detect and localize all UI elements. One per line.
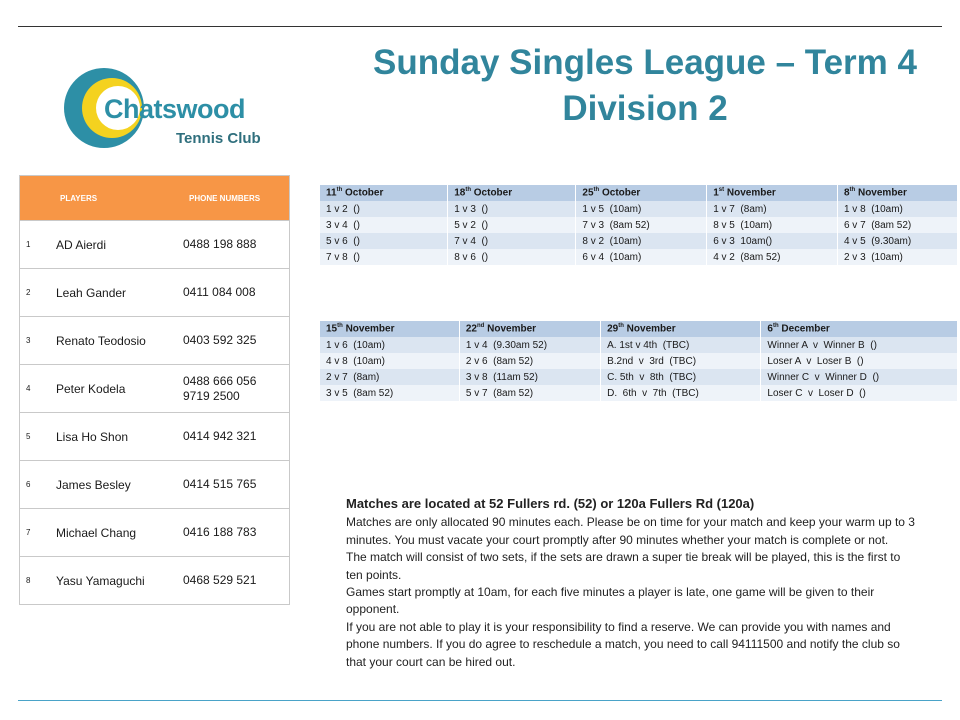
fixture-cell: 3 v 5 (8am 52) [320,385,459,401]
fixture-cell: 6 v 7 (8am 52) [837,217,957,233]
fixture-row [320,337,958,353]
fixture-cell: 3 v 8 (11am 52) [459,369,600,385]
round-date-header [448,185,576,201]
round-date-header [837,185,957,201]
round-date-header [761,321,958,337]
notes-paragraph: Games start promptly at 10am, for each five minutes a player is late, one game will be given to their opponent. [346,585,875,617]
fixture-row [320,201,958,217]
fixture-cell: 1 v 6 (10am) [320,337,459,353]
player-number: 2 [20,269,57,317]
player-name: Yasu Yamaguchi [56,557,180,605]
fixture-cell: 8 v 2 (10am) [576,233,707,249]
phone-number: 0416 188 783 [183,525,257,539]
fixture-cell: B.2nd v 3rd (TBC) [601,353,761,369]
title-line-1: Sunday Singles League – Term 4 [373,43,917,82]
player-row [20,221,290,269]
fixture-cell: 5 v 2 () [448,217,576,233]
fixture-cell: 7 v 8 () [320,249,448,265]
page-title [300,40,960,132]
phone-number: 0403 592 325 [183,333,257,347]
player-number: 6 [20,461,57,509]
date-month: November [623,323,676,335]
bottom-rule [18,700,942,701]
date-day: 18 [454,187,466,199]
schedule-table-november [320,321,958,401]
player-number: 1 [20,221,57,269]
notes-heading: Matches are located at 52 Fullers rd. (52) or 120a Fullers Rd (120a) [346,496,755,511]
phone-number: 0411 084 008 [183,285,256,299]
player-row [20,461,290,509]
player-phone [180,509,290,557]
notes-paragraph: Matches are only allocated 90 minutes each. Please be on time for your match and keep your warm up to 3 minutes. You must vacate your court promptly after 90 minutes whether your match is complete or not. [346,515,915,547]
date-month: December [778,323,830,335]
fixture-cell: 4 v 5 (9.30am) [837,233,957,249]
player-phone [180,413,290,461]
player-name: Renato Teodosio [56,317,180,365]
player-row [20,365,290,413]
player-name: Leah Gander [56,269,180,317]
date-day: 22 [465,323,477,335]
player-row [20,413,290,461]
fixture-row [320,385,958,401]
fixture-cell: 8 v 5 (10am) [707,217,838,233]
date-day: 15 [326,323,338,335]
round-date-header [320,185,448,201]
fixture-cell: 1 v 2 () [320,201,448,217]
fixture-cell: 6 v 4 (10am) [576,249,707,265]
fixture-cell: 7 v 4 () [448,233,576,249]
date-suffix: nd [477,323,485,330]
player-row [20,317,290,365]
fixture-cell: 2 v 3 (10am) [837,249,957,265]
fixture-cell: Winner A v Winner B () [761,337,958,353]
schedule-header-row [320,185,958,201]
date-day: 29 [607,323,619,335]
phone-number-alt: 9719 2500 [183,388,240,403]
fixture-cell: 5 v 6 () [320,233,448,249]
players-header-row [20,176,290,221]
phone-number: 0468 529 521 [183,573,257,587]
players-header: PLAYERS [20,176,181,221]
fixture-cell: A. 1st v 4th (TBC) [601,337,761,353]
fixture-row [320,353,958,369]
player-number: 8 [20,557,57,605]
fixture-cell: 4 v 8 (10am) [320,353,459,369]
date-day: 6 [767,323,773,335]
fixture-cell: 7 v 3 (8am 52) [576,217,707,233]
player-name: AD Aierdi [56,221,180,269]
fixture-cell: 1 v 4 (9.30am 52) [459,337,600,353]
date-suffix: th [336,187,343,194]
fixture-cell: 5 v 7 (8am 52) [459,385,600,401]
player-row [20,269,290,317]
schedule-header-row [320,321,958,337]
title-line-2: Division 2 [562,89,728,128]
fixture-cell: 1 v 3 () [448,201,576,217]
top-rule [18,26,942,27]
date-suffix: th [772,323,779,330]
fixture-cell: Loser C v Loser D () [761,385,958,401]
date-month: October [342,187,384,199]
round-date-header [459,321,600,337]
fixture-cell: 1 v 8 (10am) [837,201,957,217]
date-suffix: th [849,187,856,194]
notes-paragraph: If you are not able to play it is your responsibility to find a reserve. We can provide you with names and phone numbers. If you do agree to reschedule a match, you need to call 94111500 and notify the club so that your court can be hired out. [346,619,900,669]
phone-number: 0414 942 321 [183,429,257,443]
fixture-cell: 1 v 7 (8am) [707,201,838,217]
fixture-cell: D. 6th v 7th (TBC) [601,385,761,401]
date-month: November [484,323,537,335]
logo-subtitle: Tennis Club [176,130,261,147]
logo-name: Chatswood [104,94,245,124]
date-day: 1 [713,187,719,199]
player-phone [180,365,290,413]
notes-paragraph: The match will consist of two sets, if the sets are drawn a super tie break will be played, this is the first to ten points. [346,550,901,582]
player-row [20,557,290,605]
fixture-cell: 2 v 7 (8am) [320,369,459,385]
fixture-cell: 4 v 2 (8am 52) [707,249,838,265]
fixture-cell: 6 v 3 10am() [707,233,838,249]
date-suffix: th [337,323,343,330]
players-table [19,175,290,605]
date-day: 11 [326,187,337,199]
date-suffix: th [465,187,471,194]
round-date-header [320,321,459,337]
fixture-cell: C. 5th v 8th (TBC) [601,369,761,385]
fixture-cell: Loser A v Loser B () [761,353,958,369]
date-month: November [855,187,907,199]
fixture-cell: 8 v 6 () [448,249,576,265]
fixture-row [320,369,958,385]
player-phone [180,269,290,317]
date-month: November [342,323,395,335]
fixture-cell: 1 v 5 (10am) [576,201,707,217]
players-body [20,221,290,605]
player-phone [180,557,290,605]
date-day: 25 [582,187,594,199]
round-date-header [601,321,761,337]
player-name: James Besley [56,461,180,509]
phone-number: 0488 666 056 [183,373,257,388]
date-suffix: st [718,187,725,194]
round-date-header [707,185,838,201]
player-number: 4 [20,365,57,413]
fixture-row [320,249,958,265]
player-name: Michael Chang [56,509,180,557]
date-month: October [471,187,513,199]
date-month: November [724,187,776,199]
fixture-row [320,217,958,233]
date-day: 8 [843,187,850,199]
player-name: Lisa Ho Shon [56,413,180,461]
schedule-table-october [320,185,958,265]
phone-header: PHONE NUMBERS [180,176,290,221]
phone-number: 0414 515 765 [183,477,257,491]
fixture-row [320,233,958,249]
player-phone [180,221,290,269]
fixture-cell: 3 v 4 () [320,217,448,233]
date-month: October [599,187,641,199]
player-row [20,509,290,557]
player-number: 3 [20,317,57,365]
player-number: 5 [20,413,57,461]
date-suffix: th [618,323,624,330]
date-suffix: th [593,187,600,194]
fixture-cell: Winner C v Winner D () [761,369,958,385]
round-date-header [576,185,707,201]
phone-number: 0488 198 888 [183,237,257,251]
player-phone [180,461,290,509]
fixture-cell: 2 v 6 (8am 52) [459,353,600,369]
player-phone [180,317,290,365]
player-number: 7 [20,509,57,557]
league-notes [346,495,916,671]
player-name: Peter Kodela [56,365,180,413]
